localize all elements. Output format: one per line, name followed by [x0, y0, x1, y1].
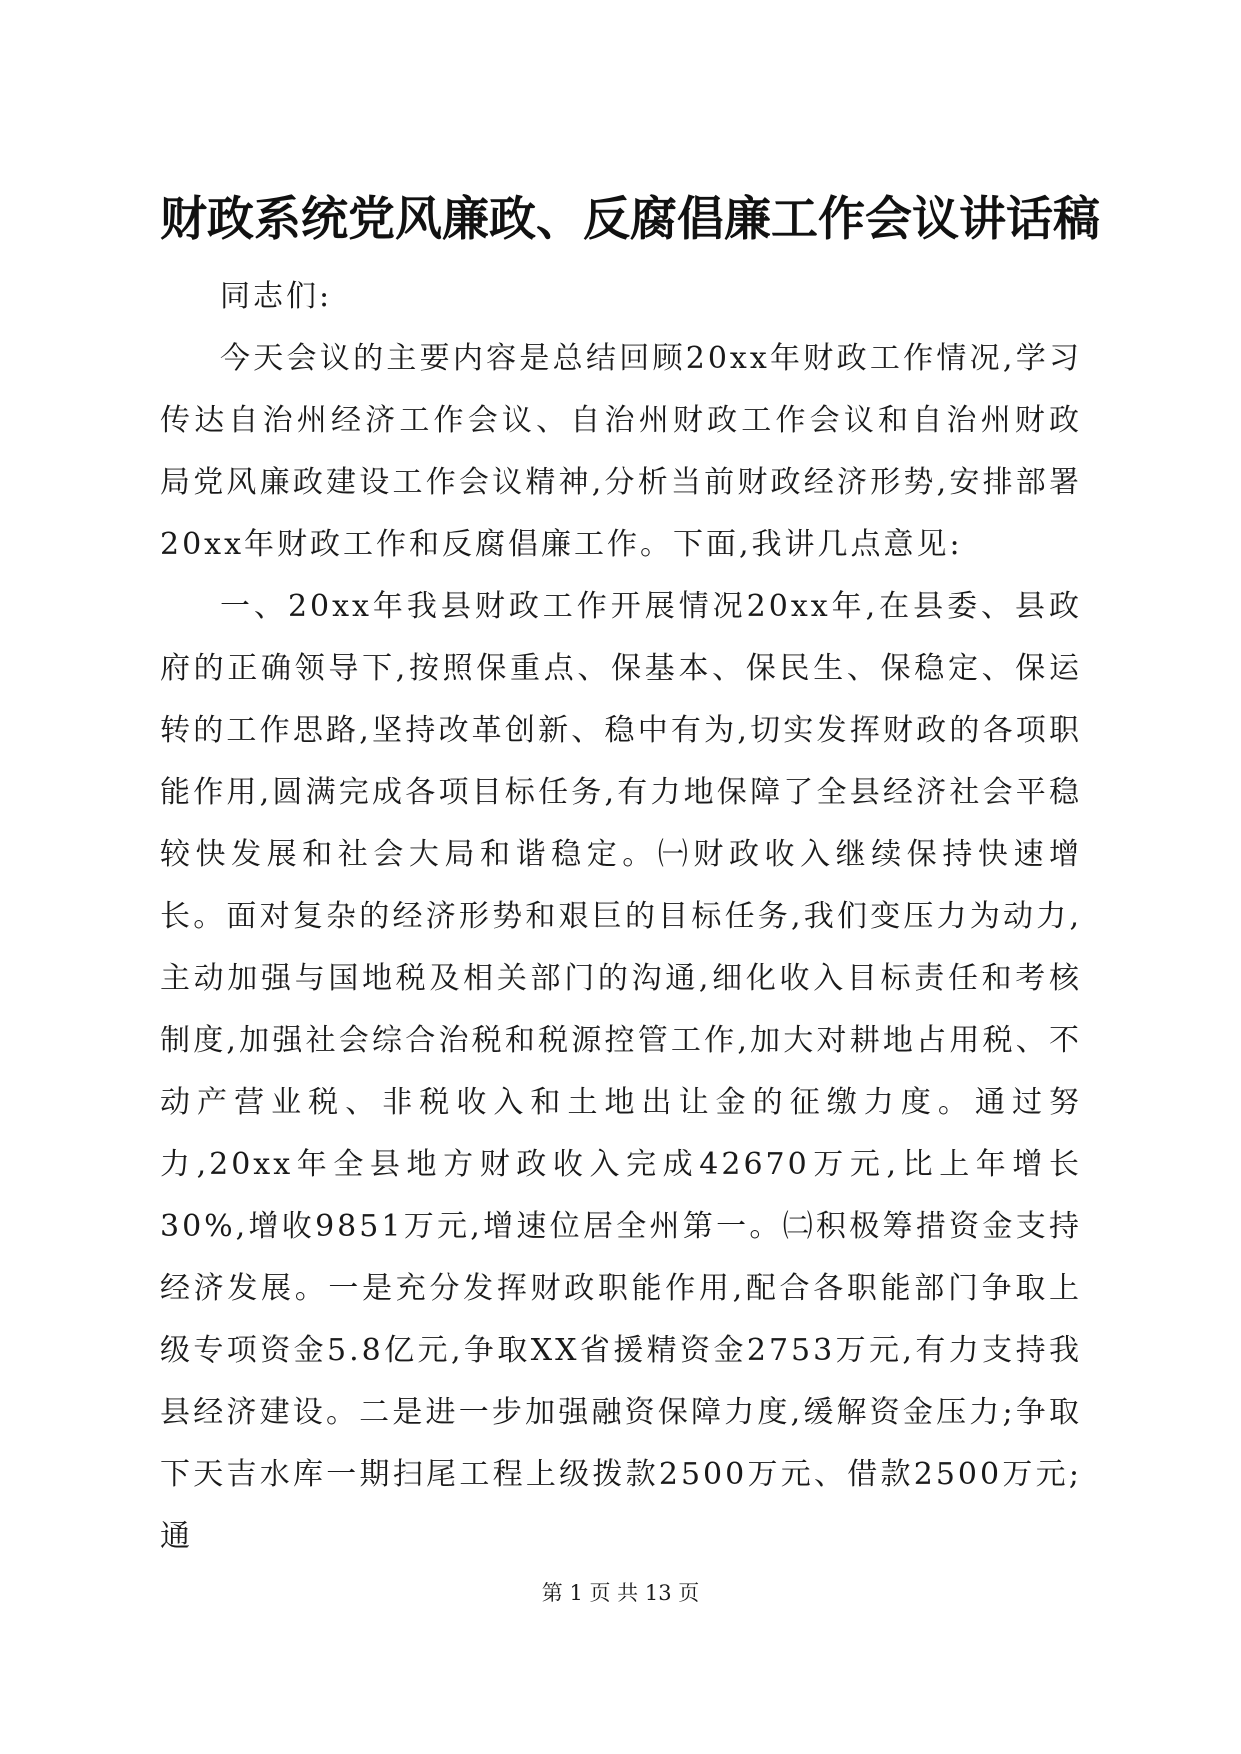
document-title: 财政系统党风廉政、反腐倡廉工作会议讲话稿 — [160, 192, 1100, 247]
document-body — [160, 266, 1082, 1568]
page-number-footer: 第 1 页 共 13 页 — [541, 1581, 700, 1605]
intro-paragraph: 今天会议的主要内容是总结回顾20xx年财政工作情况,学习传达自治州经济工作会议、自治州财政工作会议和自治州财政局党风廉政建设工作会议精神,分析当前财政经济形势,安排部署20xx年财政工作和反腐倡廉工作。下面,我讲几点意见: — [160, 341, 1082, 562]
salutation-paragraph: 同志们: — [220, 279, 333, 314]
section-one-paragraph: 一、20xx年我县财政工作开展情况20xx年,在县委、县政府的正确领导下,按照保重点、保基本、保民生、保稳定、保运转的工作思路,坚持改革创新、稳中有为,切实发挥财政的各项职能作用,圆满完成各项目标任务,有力地保障了全县经济社会平稳较快发展和社会大局和谐稳定。㈠财政收入继续保持快速增长。面对复杂的经济形势和艰巨的目标任务,我们变压力为动力,主动加强与国地税及相关部门的沟通,细化收入目标责任和考核制度,加强社会综合治税和税源控管工作,加大对耕地占用税、不动产营业税、非税收入和土地出让金的征缴力度。通过努力,20xx年全县地方财政收入完成42670万元,比上年增长30%,增收9851万元,增速位居全州第一。㈡积极筹措资金支持经济发展。一是充分发挥财政职能作用,配合各职能部门争取上级专项资金5.8亿元,争取XX省援精资金2753万元,有力支持我县经济建设。二是进一步加强融资保障力度,缓解资金压力;争取下天吉水库一期扫尾工程上级拨款2500万元、借款2500万元;通 — [160, 589, 1082, 1554]
